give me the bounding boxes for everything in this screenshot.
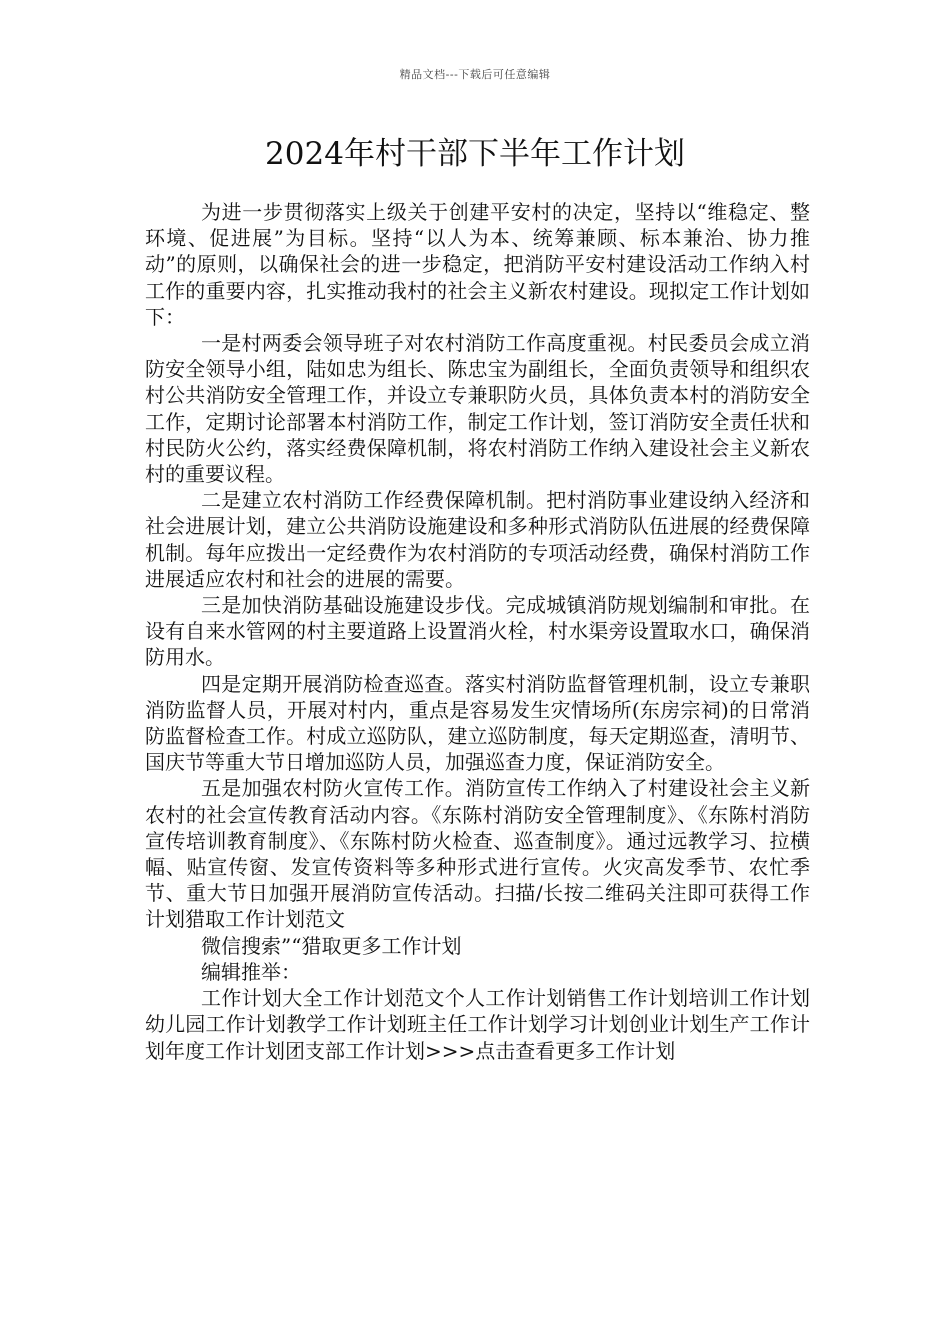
paragraph-item-5: 五是加强农村防火宣传工作。消防宣传工作纳入了村建设社会主义新农村的社会宣传教育活动内容。《东陈村消防安全管理制度》、《东陈村消防宣传培训教育制度》、《东陈村防火检查、巡查制度》。通过远教学习、拉横幅、贴宣传窗、发宣传资料等多种形式进行宣传。火灾高发季节、农忙季节、重大节日加强开展消防宣传活动。扫描/长按二维码关注即可获得工作计划猎取工作计划范文 [145,776,810,932]
intro-paragraph: 为进一步贯彻落实上级关于创建平安村的决定，坚持以“维稳定、整环境、促进展”为目标。坚持“以人为本、统筹兼顾、标本兼治、协力推动”的原则，以确保社会的进一步稳定，把消防平安村建设活动工作纳入村工作的重要内容，扎实推动我村的社会主义新农村建设。现拟定工作计划如下： [145,200,810,329]
header-note: 精品文档---下载后可任意编辑 [399,68,551,81]
document-body [145,199,810,1064]
paragraph-item-4: 四是定期开展消防检查巡查。落实村消防监督管理机制，设立专兼职消防监督人员，开展对村内，重点是容易发生灾情场所(东房宗祠)的日常消防监督检查工作。村成立巡防队，建立巡防制度，每天定期巡查，清明节、国庆节等重大节日增加巡防人员，加强巡查力度，保证消防安全。 [145,671,810,775]
wechat-search-line: 微信搜索”“猎取更多工作计划 [201,933,462,958]
paragraph-item-3: 三是加快消防基础设施建设步伐。完成城镇消防规划编制和审批。在设有自来水管网的村主要道路上设置消火栓，村水渠旁设置取水口，确保消防用水。 [145,593,810,670]
document-title: 2024年村干部下半年工作计划 [265,136,685,172]
paragraph-item-2: 二是建立农村消防工作经费保障机制。把村消防事业建设纳入经济和社会进展计划，建立公共消防设施建设和多种形式消防队伍进展的经费保障机制。每年应拨出一定经费作为农村消防的专项活动经费，确保村消防工作进展适应农村和社会的进展的需要。 [145,488,810,591]
paragraph-item-1: 一是村两委会领导班子对农村消防工作高度重视。村民委员会成立消防安全领导小组，陆如忠为组长、陈忠宝为副组长，全面负责领导和组织农村公共消防安全管理工作，并设立专兼职防火员，具体负责本村的消防安全工作，定期讨论部署本村消防工作，制定工作计划，签订消防安全责任状和村民防火公约，落实经费保障机制，将农村消防工作纳入建设社会主义新农村的重要议程。 [145,331,810,487]
editor-recommend-label: 编辑推举： [201,959,301,984]
recommend-links-paragraph[interactable]: 工作计划大全工作计划范文个人工作计划销售工作计划培训工作计划幼儿园工作计划教学工作计划班主任工作计划学习计划创业计划生产工作计划年度工作计划团支部工作计划>>>点击查看更多工作计划 [145,986,810,1063]
